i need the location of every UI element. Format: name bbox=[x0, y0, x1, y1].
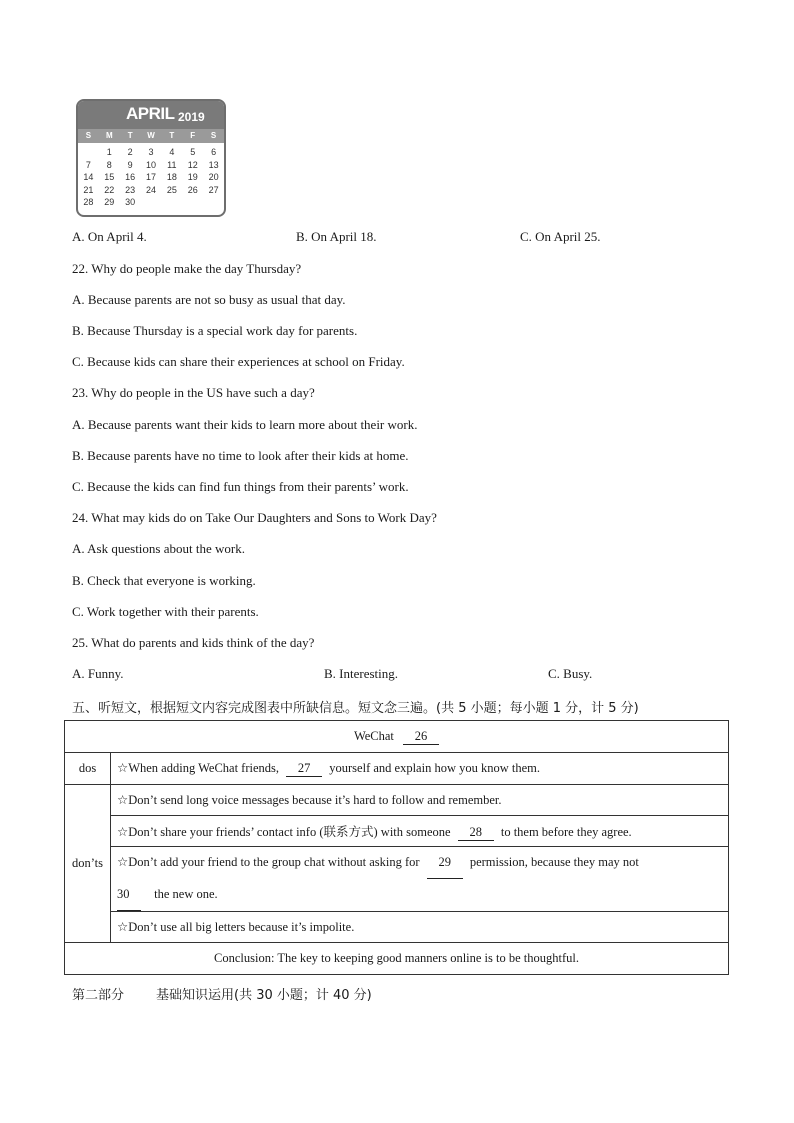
part2-label: 第二部分 bbox=[72, 988, 125, 1003]
calendar-day: 3 bbox=[148, 147, 154, 157]
calendar-day: 12 bbox=[187, 159, 198, 170]
dont-3-text-b: permission, because they may not bbox=[469, 855, 639, 869]
q23-option-a: A. Because parents want their kids to learn more about their work. bbox=[72, 417, 418, 432]
q22-option-b: B. Because Thursday is a special work day for parents. bbox=[72, 323, 358, 338]
q24-option-b: B. Check that everyone is working. bbox=[72, 573, 256, 588]
dont-3-text-a: ☆Don’t add your friend to the group chat without asking for bbox=[117, 855, 420, 869]
q21-option-a: A. On April 4. bbox=[72, 229, 147, 244]
calendar-day: 13 bbox=[208, 159, 219, 170]
dont-2-text-a: ☆Don’t share your friends’ contact info (联系方式) with someone bbox=[117, 824, 451, 839]
calendar-weekday: S bbox=[85, 131, 92, 140]
calendar-day: 21 bbox=[83, 184, 94, 195]
calendar-day: 2 bbox=[127, 147, 133, 157]
calendar-day: 10 bbox=[145, 159, 156, 170]
calendar-header bbox=[78, 101, 224, 129]
q21-option-b: B. On April 18. bbox=[296, 229, 377, 244]
calendar-weekday: S bbox=[210, 131, 217, 140]
calendar-day: 25 bbox=[166, 184, 177, 195]
blank-28: 28 bbox=[458, 825, 494, 841]
calendar-weekday: T bbox=[127, 131, 133, 140]
dos-cell bbox=[111, 753, 729, 785]
section5-title: 五、听短文，根据短文内容完成图表中所缺信息。短文念三遍。(共 5 小题；每小题 1 分，计 5 分) bbox=[72, 701, 639, 716]
calendar-day: 24 bbox=[145, 184, 156, 195]
april-2019-calendar bbox=[76, 99, 226, 217]
q24-option-a: A. Ask questions about the work. bbox=[72, 541, 245, 556]
calendar-day: 26 bbox=[187, 184, 198, 195]
calendar-day: 22 bbox=[104, 184, 115, 195]
calendar-day bbox=[203, 196, 224, 209]
calendar-weekday: T bbox=[169, 131, 175, 140]
calendar-day bbox=[141, 196, 162, 209]
q25-question: 25. What do parents and kids think of the day? bbox=[72, 635, 315, 650]
calendar-day: 18 bbox=[166, 172, 177, 182]
part2-title: 基础知识运用(共 30 小题；计 40 分) bbox=[156, 988, 372, 1003]
calendar-year: 2019 bbox=[178, 110, 205, 124]
calendar-day: 30 bbox=[125, 197, 136, 207]
dos-label: dos bbox=[65, 753, 111, 785]
calendar-day: 28 bbox=[83, 197, 94, 207]
calendar-day: 5 bbox=[190, 147, 196, 157]
q22-option-c: C. Because kids can share their experiences at school on Friday. bbox=[72, 354, 405, 369]
calendar-day: 6 bbox=[211, 147, 217, 157]
dos-text-b: yourself and explain how you know them. bbox=[329, 761, 540, 775]
calendar-day: 17 bbox=[145, 172, 156, 182]
calendar-day: 19 bbox=[187, 172, 198, 182]
calendar-day bbox=[161, 196, 182, 209]
q23-option-c: C. Because the kids can find fun things from their parents’ work. bbox=[72, 479, 409, 494]
calendar-day: 16 bbox=[125, 172, 136, 182]
table-conclusion: Conclusion: The key to keeping good manners online is to be thoughtful. bbox=[65, 943, 729, 975]
calendar-day: 29 bbox=[104, 197, 115, 207]
calendar-day: 1 bbox=[106, 147, 112, 157]
calendar-day: 14 bbox=[83, 172, 94, 182]
blank-26: 26 bbox=[403, 729, 439, 745]
blank-30: 30 bbox=[117, 879, 141, 911]
q23-question: 23. Why do people in the US have such a day? bbox=[72, 385, 315, 400]
q22-option-a: A. Because parents are not so busy as usual that day. bbox=[72, 292, 346, 307]
calendar-day bbox=[78, 146, 99, 159]
table-title: WeChat bbox=[353, 728, 394, 743]
calendar-day-grid bbox=[78, 143, 224, 209]
donts-label: don’ts bbox=[65, 785, 111, 943]
q25-option-b: B. Interesting. bbox=[324, 666, 399, 681]
dont-2-cell bbox=[111, 816, 729, 847]
q21-option-c: C. On April 25. bbox=[520, 229, 601, 244]
calendar-day: 7 bbox=[85, 159, 91, 170]
calendar-day: 27 bbox=[208, 184, 219, 195]
q25-option-c: C. Busy. bbox=[548, 666, 593, 681]
q23-option-b: B. Because parents have no time to look after their kids at home. bbox=[72, 448, 409, 463]
calendar-weekday-row bbox=[78, 129, 224, 143]
wechat-manners-table bbox=[64, 720, 729, 975]
blank-29: 29 bbox=[427, 847, 463, 879]
blank-27: 27 bbox=[286, 761, 322, 777]
calendar-day bbox=[182, 196, 203, 209]
calendar-day: 8 bbox=[106, 159, 112, 170]
dos-text-a: ☆When adding WeChat friends, bbox=[117, 761, 280, 775]
dont-1: ☆Don’t send long voice messages because it’s hard to follow and remember. bbox=[111, 785, 729, 816]
calendar-day: 9 bbox=[127, 159, 133, 170]
calendar-day: 20 bbox=[208, 172, 219, 182]
calendar-month: APRIL bbox=[126, 104, 175, 123]
calendar-day: 4 bbox=[169, 147, 175, 157]
calendar-weekday: W bbox=[147, 131, 155, 140]
q25-option-a: A. Funny. bbox=[72, 666, 124, 681]
dont-3-text-c: the new one. bbox=[154, 887, 218, 901]
q24-option-c: C. Work together with their parents. bbox=[72, 604, 259, 619]
table-title-cell bbox=[65, 721, 729, 753]
q24-question: 24. What may kids do on Take Our Daughters and Sons to Work Day? bbox=[72, 510, 437, 525]
dont-4: ☆Don’t use all big letters because it’s impolite. bbox=[111, 912, 729, 943]
calendar-weekday: M bbox=[105, 131, 113, 140]
calendar-weekday: F bbox=[190, 131, 196, 140]
calendar-day: 23 bbox=[125, 184, 136, 195]
q22-question: 22. Why do people make the day Thursday? bbox=[72, 261, 302, 276]
dont-3-cell bbox=[111, 847, 729, 912]
calendar-day: 11 bbox=[167, 159, 177, 170]
calendar-day: 15 bbox=[104, 172, 115, 182]
dont-2-text-b: to them before they agree. bbox=[500, 824, 632, 839]
